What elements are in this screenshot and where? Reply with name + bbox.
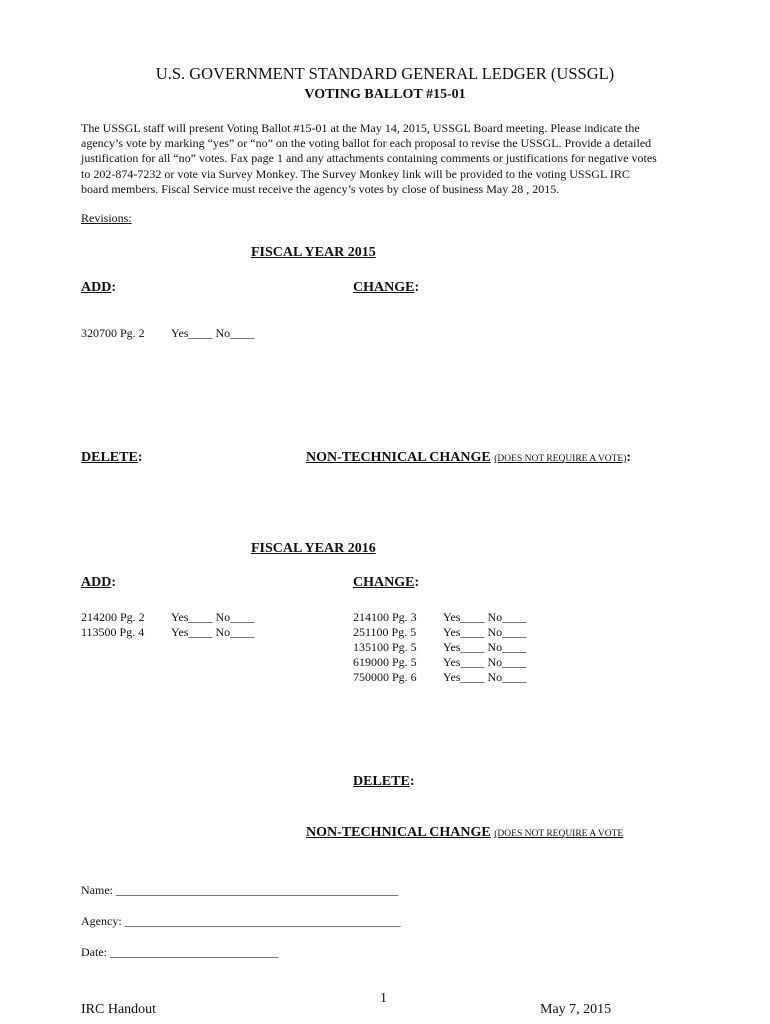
instructions-line: board members. Fiscal Service must receive the agency’s votes by close of business May 28 , 2015. — [81, 181, 560, 196]
fy2015-heading: FISCAL YEAR 2015 — [251, 245, 376, 260]
vote-field[interactable]: Yes____ No____ — [443, 655, 527, 669]
fy2015-ntc-heading: NON-TECHNICAL CHANGE (DOES NOT REQUIRE A VOTE): — [306, 450, 632, 465]
account-reference: 251100 Pg. 5 — [353, 625, 417, 639]
fy2016-heading: FISCAL YEAR 2016 — [251, 541, 376, 556]
footer-date: May 7, 2015 — [540, 1002, 612, 1017]
fy2016-change-label: CHANGE — [353, 575, 415, 590]
date-field[interactable]: Date: ____________________________ — [81, 945, 278, 959]
fy2016-change-row — [353, 640, 526, 655]
fy2016-change-row — [353, 625, 526, 640]
vote-field[interactable]: Yes____ No____ — [443, 610, 527, 624]
document-title: U.S. GOVERNMENT STANDARD GENERAL LEDGER (USSGL) — [155, 64, 615, 83]
fy2016-change-row — [353, 670, 526, 685]
fy2016-ntc-note: (DOES NOT REQUIRE A VOTE — [494, 829, 624, 839]
fy2015-add-row — [81, 326, 254, 341]
instructions-line: The USSGL staff will present Voting Ballot #15-01 at the May 14, 2015, USSGL Board meeting. Please indicate the — [81, 121, 640, 135]
instructions-line: justification for all “no” votes. Fax page 1 and any attachments containing comments or justifications for negative votes — [81, 151, 657, 166]
vote-field[interactable]: Yes____ No____ — [443, 640, 527, 654]
ballot-number: VOTING BALLOT #15-01 — [304, 87, 466, 102]
fy2016-add-row — [81, 610, 254, 625]
vote-field[interactable]: Yes____ No____ — [443, 670, 527, 684]
fy2016-change-row — [353, 655, 526, 670]
footer-left: IRC Handout — [81, 1002, 157, 1017]
fy2016-add-row — [81, 625, 254, 640]
page-number: 1 — [380, 991, 387, 1006]
account-reference: 619000 Pg. 5 — [353, 655, 417, 669]
name-field[interactable]: Name: _______________________________________________ — [81, 883, 398, 897]
vote-field[interactable]: Yes____ No____ — [171, 326, 255, 340]
fy2016-ntc-heading — [306, 825, 623, 841]
fy2016-add-list — [81, 610, 254, 640]
fy2015-change-heading: CHANGE: — [353, 280, 420, 295]
account-reference: 750000 Pg. 6 — [353, 670, 417, 684]
account-reference: 135100 Pg. 5 — [353, 640, 417, 654]
fy2016-add-label: ADD — [81, 575, 112, 590]
fy2016-ntc-label: NON-TECHNICAL CHANGE — [306, 825, 491, 840]
account-reference: 113500 Pg. 4 — [81, 625, 145, 639]
instructions-line: agency’s vote by marking “yes” or “no” on the voting ballot for each proposal to revise the USSGL. Provide a detailed — [81, 136, 652, 151]
vote-field[interactable]: Yes____ No____ — [443, 625, 527, 639]
fy2016-add-heading: ADD: — [81, 575, 117, 590]
account-reference: 320700 Pg. 2 — [81, 326, 145, 340]
fy2016-change-heading: CHANGE: — [353, 575, 420, 590]
fy2015-change-label: CHANGE — [353, 280, 415, 295]
instructions-line: to 202-874-7232 or vote via Survey Monkey. The Survey Monkey link will be provided to the voting USSGL IRC — [81, 166, 630, 181]
fy2016-change-list — [353, 610, 526, 685]
fy2015-delete-label: DELETE — [81, 450, 138, 465]
fy2016-change-row — [353, 610, 526, 625]
account-reference: 214200 Pg. 2 — [81, 610, 145, 624]
account-reference: 214100 Pg. 3 — [353, 610, 417, 624]
fy2015-ntc-note: (DOES NOT REQUIRE A VOTE) — [494, 454, 627, 464]
fy2015-ntc-label: NON-TECHNICAL CHANGE — [306, 450, 491, 465]
fy2016-delete-label: DELETE — [353, 774, 410, 789]
revisions-label: Revisions: — [81, 211, 132, 225]
vote-field[interactable]: Yes____ No____ — [171, 625, 255, 639]
fy2015-add-heading: ADD: — [81, 280, 117, 295]
fy2015-delete-heading: DELETE: — [81, 450, 143, 465]
fy2016-delete-heading: DELETE: — [353, 774, 415, 789]
agency-field[interactable]: Agency: ______________________________________________ — [81, 914, 401, 928]
vote-field[interactable]: Yes____ No____ — [171, 610, 255, 624]
instructions-paragraph — [81, 121, 691, 197]
fy2015-add-label: ADD — [81, 280, 112, 295]
